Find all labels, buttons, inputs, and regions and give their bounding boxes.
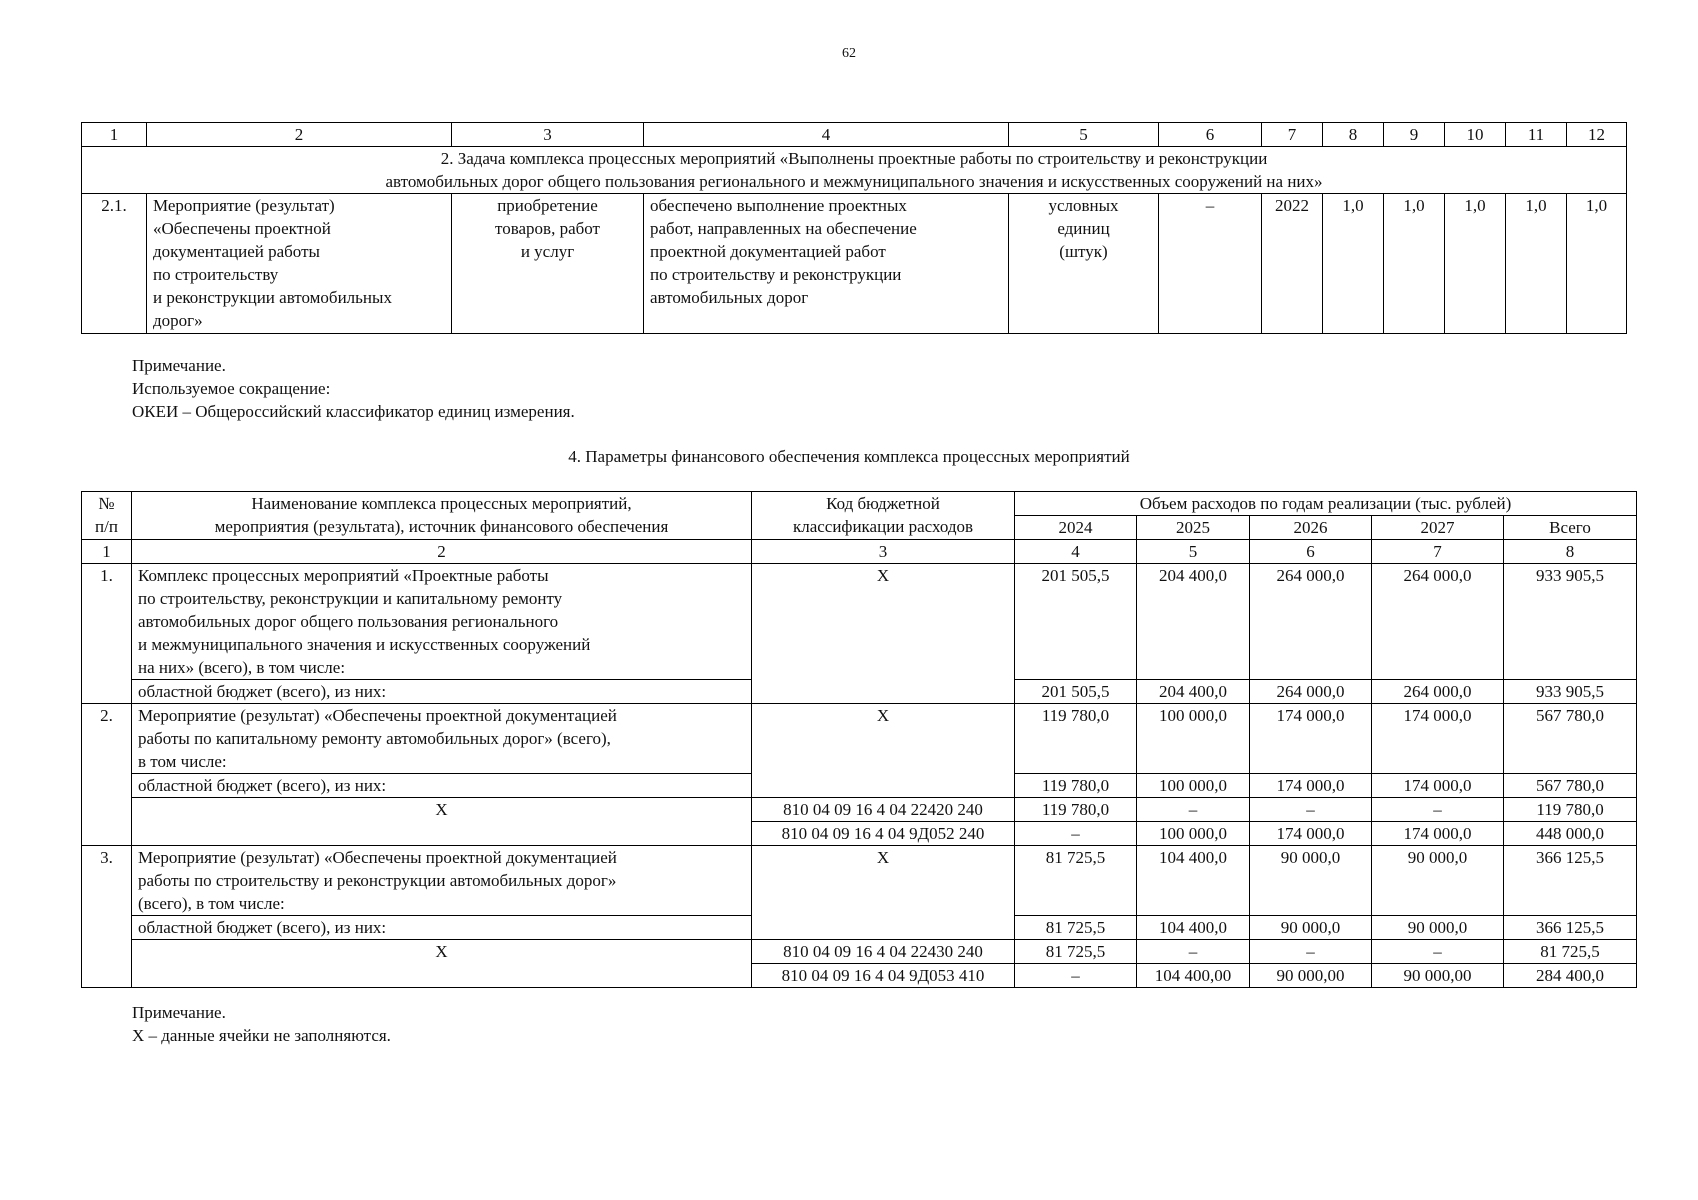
measure-type: приобретение товаров, работ и услуг [452,194,644,334]
col-number: 1 [82,123,147,147]
value-cell: 100 000,0 [1137,822,1250,846]
value-cell: 174 000,0 [1372,822,1504,846]
header-row [82,492,1637,516]
header-volume: Объем расходов по годам реализации (тыс. рублей) [1015,492,1637,516]
value-cell: 104 400,00 [1137,964,1250,988]
table-row [82,194,1627,334]
unit: условных единиц (штук) [1009,194,1159,334]
col-number: 8 [1504,540,1637,564]
value-cell: – [1015,822,1137,846]
kbk-cell: 810 04 09 16 4 04 9Д053 410 [752,964,1015,988]
row-number: 2.1. [82,194,147,334]
value-cell: 174 000,0 [1372,774,1504,798]
col-number: 2 [132,540,752,564]
page-number: 62 [842,46,856,61]
value-cell: 1,0 [1384,194,1445,334]
value-cell: 174 000,0 [1250,704,1372,774]
row-name: областной бюджет (всего), из них: [132,916,752,940]
col-number: 4 [644,123,1009,147]
value-cell: 284 400,0 [1504,964,1637,988]
col-number: 9 [1384,123,1445,147]
value-cell: – [1015,964,1137,988]
value-cell: 204 400,0 [1137,680,1250,704]
col-number: 8 [1323,123,1384,147]
value-cell: 1,0 [1323,194,1384,334]
value-cell: 174 000,0 [1250,774,1372,798]
okei-code: – [1159,194,1262,334]
kbk-cell: 810 04 09 16 4 04 22420 240 [752,798,1015,822]
value-cell: – [1372,798,1504,822]
value-cell: 81 725,5 [1015,940,1137,964]
row-name: Мероприятие (результат) «Обеспечены проектной документацией работы по капитальному ремонту автомобильных дорог» (всего), в том числе: [132,704,752,774]
header-number: № п/п [82,492,132,540]
header-year: 2024 [1015,516,1137,540]
value-cell: – [1250,798,1372,822]
x-placeholder: Х [132,798,752,846]
kbk-cell: 810 04 09 16 4 04 22430 240 [752,940,1015,964]
value-cell: 174 000,0 [1250,822,1372,846]
value-cell: 1,0 [1567,194,1627,334]
value-cell: – [1137,940,1250,964]
kbk-cell: Х [752,846,1015,940]
value-cell: – [1250,940,1372,964]
table-row [82,846,1637,916]
col-number: 11 [1506,123,1567,147]
note-line: Х – данные ячейки не заполняются. [132,1026,391,1045]
measure-name: Мероприятие (результат) «Обеспечены проектной документацией работы по строительству и реконструкции автомобильных дорог» [147,194,452,334]
value-cell: 90 000,0 [1372,846,1504,916]
value-cell: – [1372,940,1504,964]
col-number: 6 [1250,540,1372,564]
value-cell: 366 125,5 [1504,846,1637,916]
value-cell: 100 000,0 [1137,704,1250,774]
col-number: 1 [82,540,132,564]
value-cell: 1,0 [1445,194,1506,334]
value-cell: 104 400,0 [1137,916,1250,940]
value-cell: 90 000,00 [1250,964,1372,988]
header-year: 2025 [1137,516,1250,540]
col-number: 4 [1015,540,1137,564]
value-cell: 81 725,5 [1504,940,1637,964]
col-number: 12 [1567,123,1627,147]
column-number-row [82,123,1627,147]
column-number-row [82,540,1637,564]
header-kbk: Код бюджетной классификации расходов [752,492,1015,540]
value-cell: 90 000,0 [1250,916,1372,940]
value-cell: 81 725,5 [1015,916,1137,940]
col-number: 6 [1159,123,1262,147]
col-number: 3 [452,123,644,147]
task-heading: 2. Задача комплекса процессных мероприятий «Выполнены проектные работы по строительству и реконструкции автомобильных дорог общего пользования регионального и межмуниципального значения и искусственных сооружений на них» [82,147,1627,194]
note-title: Примечание. [132,1003,226,1022]
value-cell: 567 780,0 [1504,704,1637,774]
value-cell: 264 000,0 [1372,564,1504,680]
row-name: областной бюджет (всего), из них: [132,680,752,704]
kbk-cell: 810 04 09 16 4 04 9Д052 240 [752,822,1015,846]
value-cell: 933 905,5 [1504,564,1637,680]
value-cell: 81 725,5 [1015,846,1137,916]
value-cell: 119 780,0 [1015,798,1137,822]
value-cell: 201 505,5 [1015,564,1137,680]
header-year: 2027 [1372,516,1504,540]
col-number: 2 [147,123,452,147]
col-number: 10 [1445,123,1506,147]
row-name: Мероприятие (результат) «Обеспечены проектной документацией работы по строительству и реконструкции автомобильных дорог» (всего), в том числе: [132,846,752,916]
value-cell: 119 780,0 [1015,774,1137,798]
col-number: 3 [752,540,1015,564]
value-cell: 933 905,5 [1504,680,1637,704]
value-cell: 201 505,5 [1015,680,1137,704]
value-cell: 90 000,0 [1372,916,1504,940]
value-cell: 174 000,0 [1372,704,1504,774]
value-cell: 1,0 [1506,194,1567,334]
value-cell: 264 000,0 [1372,680,1504,704]
header-total: Всего [1504,516,1637,540]
col-number: 7 [1372,540,1504,564]
header-name: Наименование комплекса процессных мероприятий, мероприятия (результата), источник финансового обеспечения [132,492,752,540]
kbk-cell: Х [752,564,1015,704]
value-cell: 104 400,0 [1137,846,1250,916]
value-cell: 100 000,0 [1137,774,1250,798]
value-cell: 264 000,0 [1250,680,1372,704]
table-row [82,704,1637,774]
kbk-cell: Х [752,704,1015,798]
row-number: 3. [82,846,132,988]
table-row [82,940,1637,964]
note-line: ОКЕИ – Общероссийский классификатор единиц измерения. [132,402,575,421]
row-name: областной бюджет (всего), из них: [132,774,752,798]
table-row [82,798,1637,822]
x-placeholder: Х [132,940,752,988]
header-year: 2026 [1250,516,1372,540]
value-cell: 366 125,5 [1504,916,1637,940]
value-cell: – [1137,798,1250,822]
value-cell: 90 000,0 [1250,846,1372,916]
note-title: Примечание. [132,356,226,375]
value-cell: 567 780,0 [1504,774,1637,798]
value-cell: 448 000,0 [1504,822,1637,846]
note-block [132,1001,391,1047]
row-number: 1. [82,564,132,704]
task-heading-row [82,147,1627,194]
value-cell: 119 780,0 [1015,704,1137,774]
base-year: 2022 [1262,194,1323,334]
measure-description: обеспечено выполнение проектных работ, направленных на обеспечение проектной документацией работ по строительству и реконструкции автомобильных дорог [644,194,1009,334]
row-number: 2. [82,704,132,846]
value-cell: 90 000,00 [1372,964,1504,988]
row-name: Комплекс процессных мероприятий «Проектные работы по строительству, реконструкции и капитальному ремонту автомобильных дорог общего пользования регионального и межмуниципального значения и искусственных сооружений на них» (всего), в том числе: [132,564,752,680]
col-number: 5 [1137,540,1250,564]
note-line: Используемое сокращение: [132,379,331,398]
value-cell: 204 400,0 [1137,564,1250,680]
value-cell: 119 780,0 [1504,798,1637,822]
section-title: 4. Параметры финансового обеспечения комплекса процессных мероприятий [568,447,1130,466]
note-block [132,354,575,423]
table-row [82,564,1637,680]
indicators-table [81,122,1627,334]
financing-table [81,491,1637,988]
col-number: 7 [1262,123,1323,147]
value-cell: 264 000,0 [1250,564,1372,680]
col-number: 5 [1009,123,1159,147]
